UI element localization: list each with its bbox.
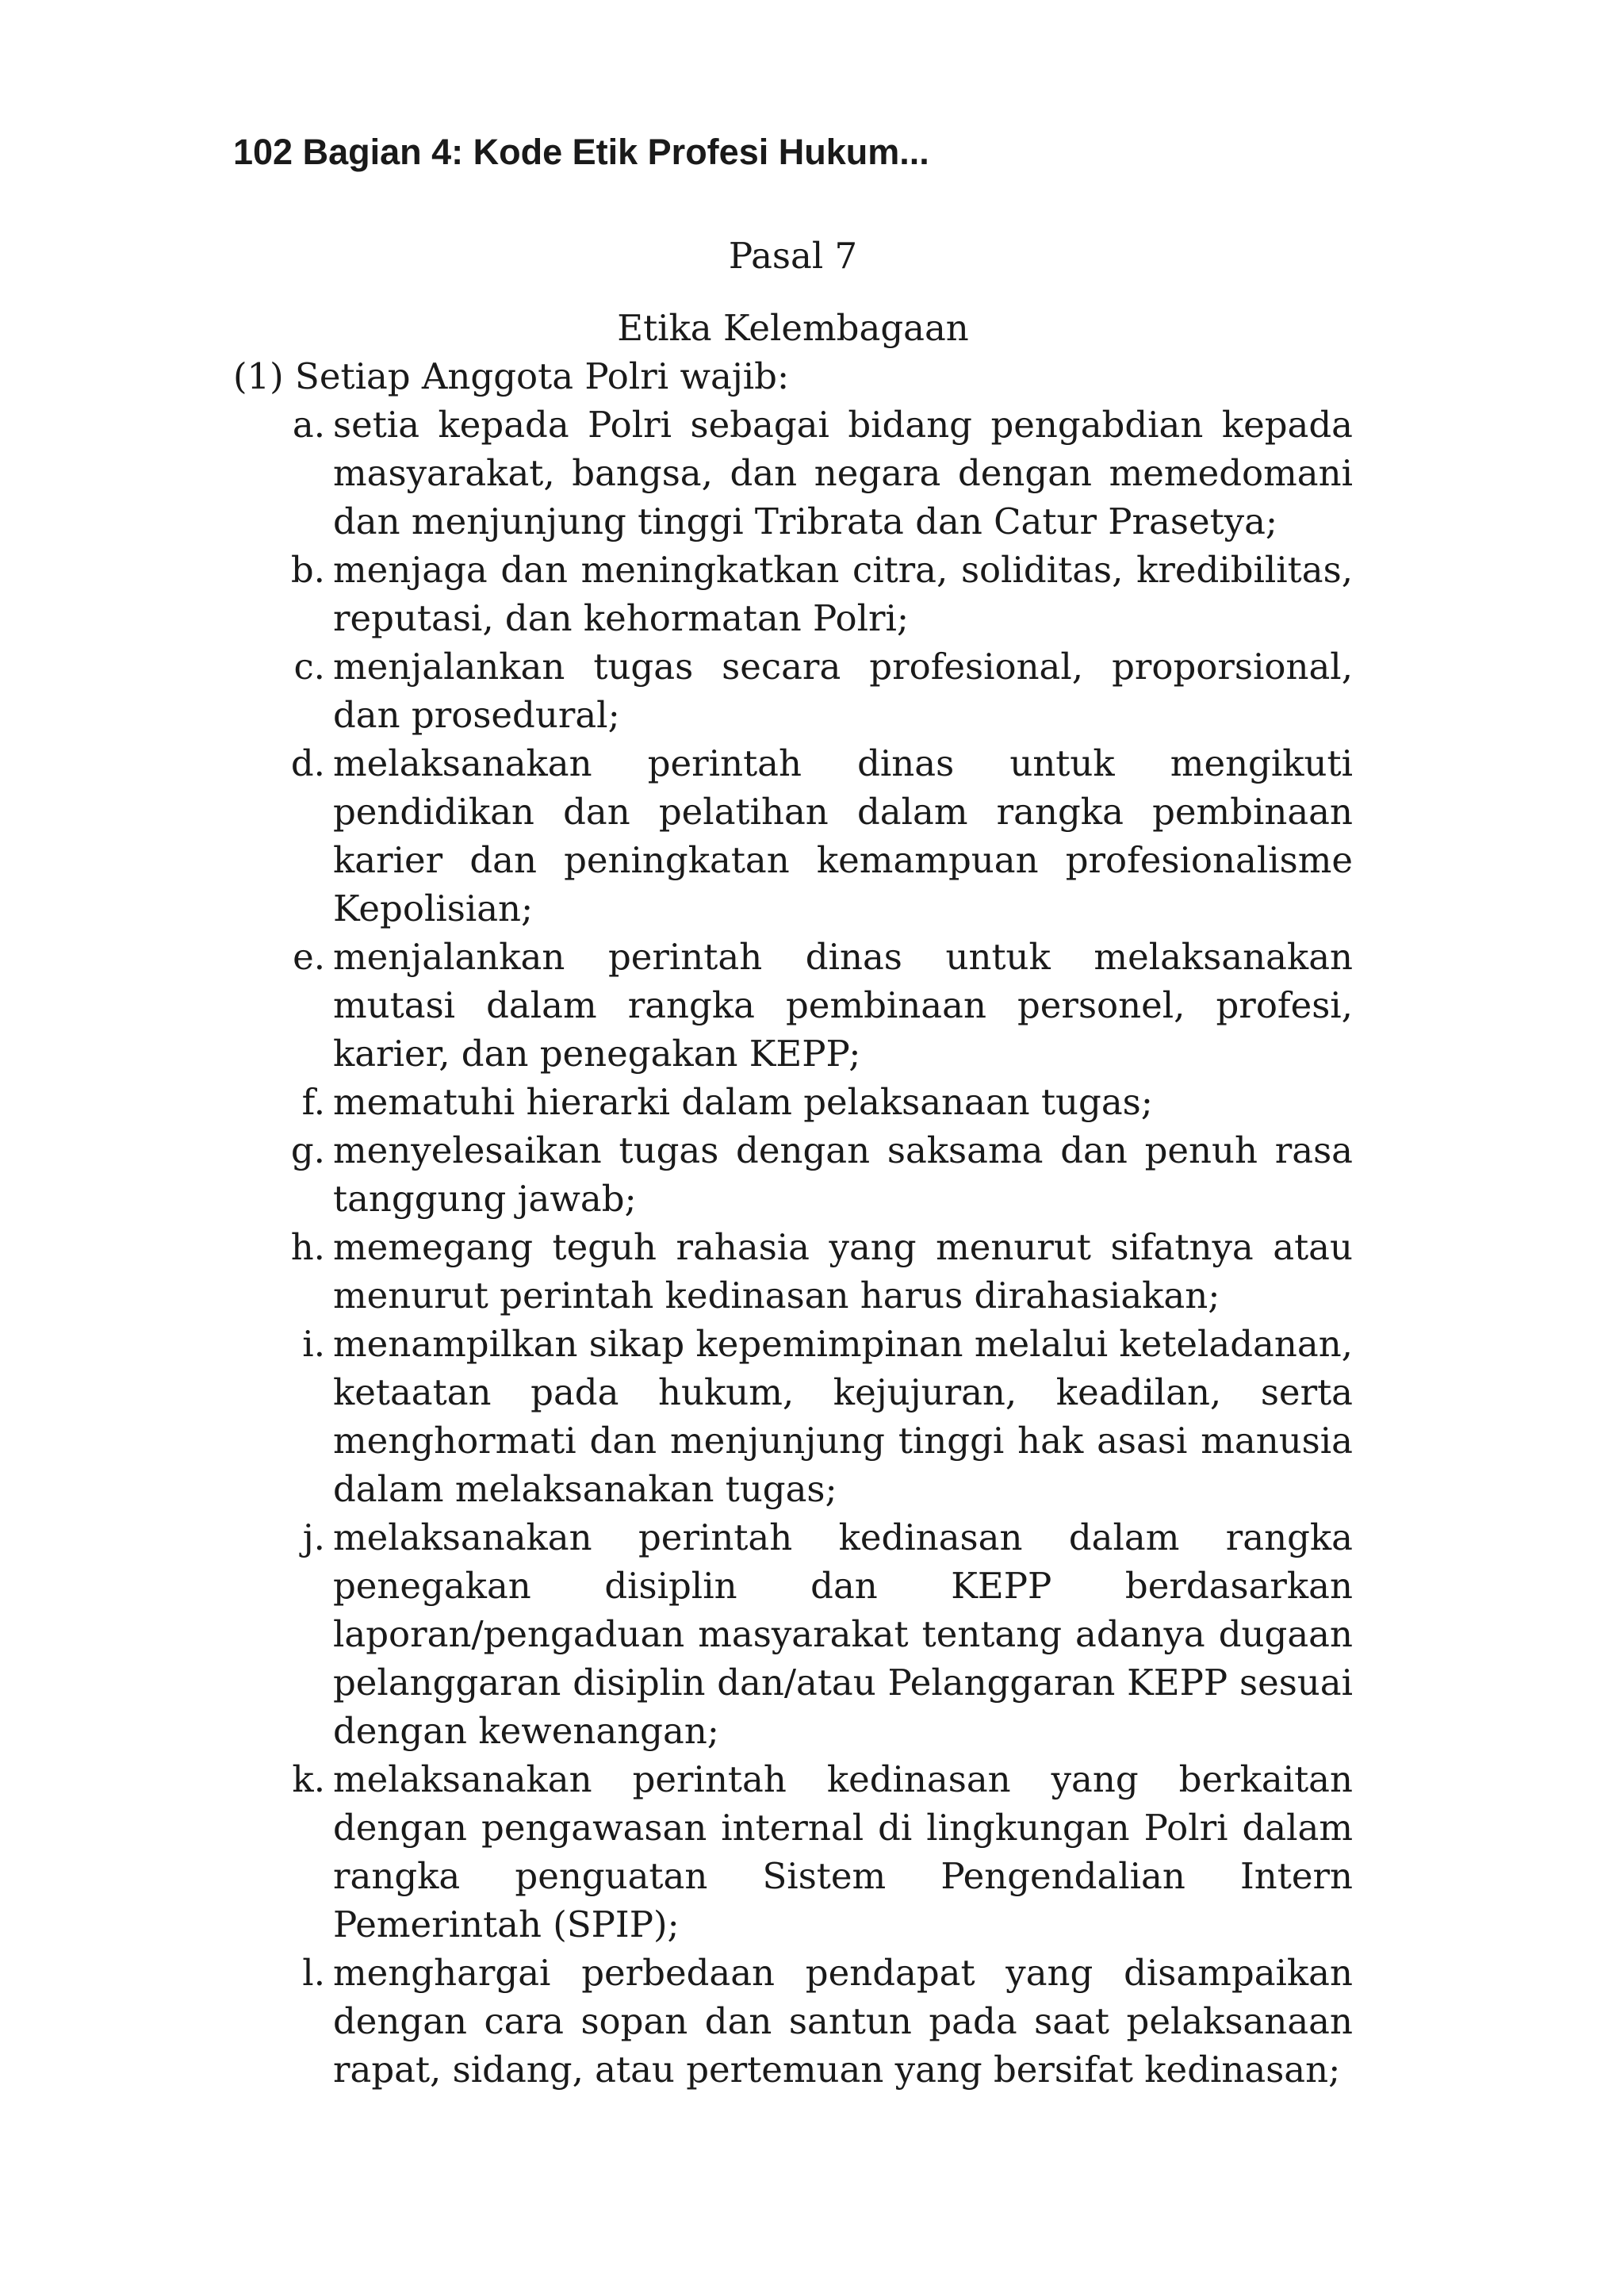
list-item-text: menjaga dan meningkatkan citra, soliditas, kredibilitas, reputasi, dan kehormatan Polri; [333,549,1353,639]
list-item [233,401,1353,546]
list-item-label: g. [290,1129,325,1171]
list-item [233,739,1353,933]
list-item [233,1126,1353,1223]
list-item-text: menjalankan perintah dinas untuk melaksanakan mutasi dalam rangka pembinaan personel, profesi, karier, dan penegakan KEPP; [333,936,1353,1075]
list-item-label: k. [292,1758,325,1800]
list-item [233,1078,1353,1126]
list-item-text: setia kepada Polri sebagai bidang pengabdian kepada masyarakat, bangsa, dan negara dengan memedomani dan menjunjung tinggi Tribrata dan Catur Prasetya; [333,404,1353,542]
list-item [233,1320,1353,1513]
list-item-label: c. [293,646,325,688]
list-item [233,1513,1353,1755]
list-item-label: j. [302,1516,325,1558]
page-content [233,232,1353,2094]
list-item-label: h. [290,1226,325,1268]
list-item-label: i. [302,1323,325,1365]
list-item-text: menghargai perbedaan pendapat yang disampaikan dengan cara sopan dan santun pada saat pelaksanaan rapat, sidang, atau pertemuan yang bersifat kedinasan; [333,1952,1353,2091]
list-item [233,1949,1353,2094]
pasal-number: Pasal 7 [728,235,858,277]
list-item-text: melaksanakan perintah kedinasan dalam rangka penegakan disiplin dan KEPP berdasarkan laporan/pengaduan masyarakat tentang adanya dugaan pelanggaran disiplin dan/atau Pelanggaran KEPP sesuai dengan kewenangan; [333,1516,1353,1752]
list-item-text: menampilkan sikap kepemimpinan melalui keteladanan, ketaatan pada hukum, kejujuran, keadilan, serta menghormati dan menjunjung tinggi hak asasi manusia dalam melaksanakan tugas; [333,1323,1353,1510]
list-item-label: b. [290,549,325,591]
list-item-label: d. [290,742,325,784]
list-item-text: memegang teguh rahasia yang menurut sifatnya atau menurut perintah kedinasan harus dirahasiakan; [333,1226,1353,1317]
running-header: 102 Bagian 4: Kode Etik Profesi Hukum... [233,132,929,172]
list-item-text: melaksanakan perintah dinas untuk mengikuti pendidikan dan pelatihan dalam rangka pembinaan karier dan peningkatan kemampuan profesionalisme Kepolisian; [333,742,1353,930]
list-item-text: mematuhi hierarki dalam pelaksanaan tugas; [333,1081,1153,1123]
list-item [233,642,1353,739]
paragraph-intro: (1) Setiap Anggota Polri wajib: [233,355,790,397]
list-item [233,1223,1353,1320]
list-item-label: e. [293,936,325,978]
list-item-label: a. [292,404,325,446]
list-item-label: l. [302,1952,325,1994]
list-item [233,933,1353,1078]
list-item-text: menyelesaikan tugas dengan saksama dan penuh rasa tanggung jawab; [333,1129,1353,1220]
list-item-text: menjalankan tugas secara profesional, proporsional, dan prosedural; [333,646,1353,736]
list-item [233,1755,1353,1949]
list-item-text: melaksanakan perintah kedinasan yang berkaitan dengan pengawasan internal di lingkungan Polri dalam rangka penguatan Sistem Pengendalian Intern Pemerintah (SPIP); [333,1758,1353,1945]
obligation-list [233,401,1353,2094]
list-item [233,546,1353,642]
pasal-title: Etika Kelembagaan [617,307,969,349]
list-item-label: f. [301,1081,325,1123]
